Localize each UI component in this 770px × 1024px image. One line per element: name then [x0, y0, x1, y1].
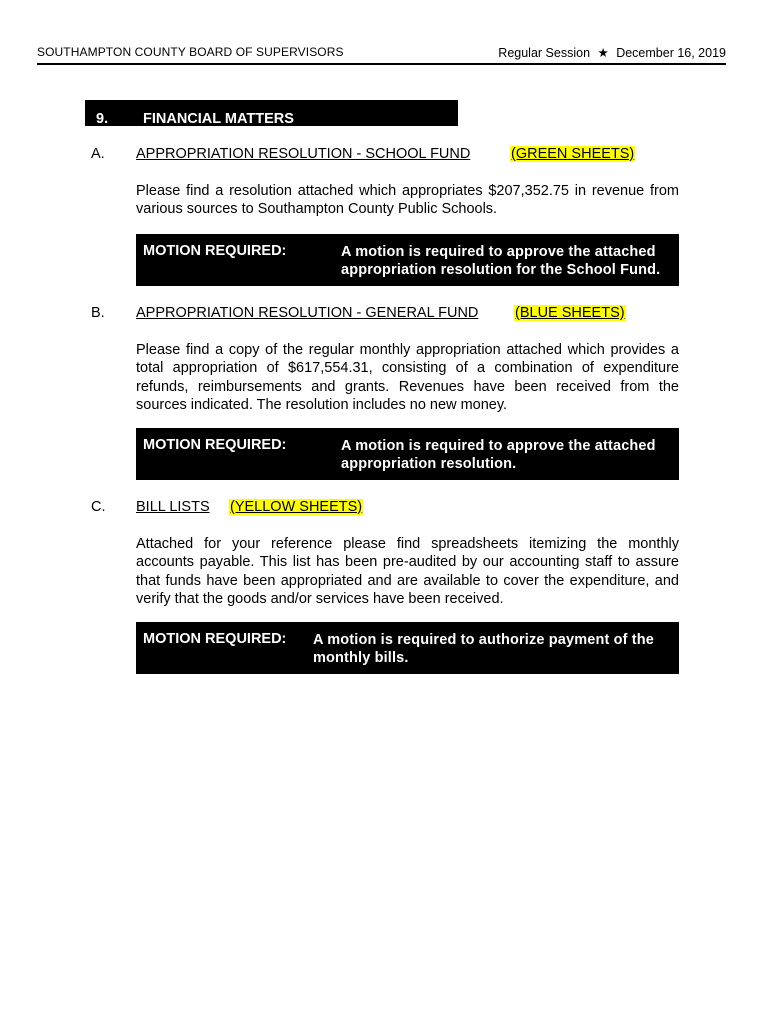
item-c-motion-text [313, 631, 672, 668]
item-a-motion-label: MOTION REQUIRED: [143, 243, 287, 259]
item-a-tag: (GREEN SHEETS) [511, 146, 635, 162]
item-a-motion-text [341, 243, 672, 280]
item-c-motion-label: MOTION REQUIRED: [143, 631, 287, 647]
header-organization: SOUTHAMPTON COUNTY BOARD OF SUPERVISORS [37, 45, 344, 59]
header-session: Regular Session [498, 46, 591, 60]
item-b-motion-line-1: A motion is required to approve the attached [341, 438, 656, 454]
item-b-motion-text [341, 437, 672, 474]
item-c-motion-line-1: A motion is required to authorize payment of the [313, 632, 654, 648]
item-b-motion-label: MOTION REQUIRED: [143, 437, 287, 453]
item-a-motion-line-1: A motion is required to approve the attached [341, 244, 656, 260]
item-c-paragraph: Attached for your reference please find spreadsheets itemizing the monthly accounts payable. This list has been pre-audited by our accounting staff to assure that funds have been appropriated and are available to cover the expenditure, and verify that the goods and/or services have been received. [136, 536, 679, 608]
header-rule [37, 63, 726, 65]
item-b-letter: B. [91, 305, 105, 321]
item-b-motion-line-2: appropriation resolution. [341, 456, 517, 473]
item-a-motion-box [136, 234, 679, 286]
item-a-title: APPROPRIATION RESOLUTION - SCHOOL FUND [136, 146, 471, 162]
star-icon: ★ [597, 46, 609, 60]
item-b-title: APPROPRIATION RESOLUTION - GENERAL FUND [136, 305, 479, 321]
header-date: December 16, 2019 [616, 46, 726, 60]
item-c-motion-box [136, 622, 679, 674]
item-c-letter: C. [91, 499, 106, 515]
item-a-letter: A. [91, 146, 105, 162]
section-number: 9. [96, 111, 109, 127]
item-b-paragraph: Please find a copy of the regular monthly appropriation attached which provides a total appropriation of $617,554.31, consisting of a combination of expenditure refunds, reimbursements and grants. Revenues have been received from the sources indicated. The resolution includes no new money. [136, 342, 679, 414]
item-a-motion-line-2: appropriation resolution for the School Fund. [341, 262, 661, 279]
item-b-motion-box [136, 428, 679, 480]
item-c-title: BILL LISTS [136, 499, 210, 515]
item-b-tag: (BLUE SHEETS) [515, 305, 625, 321]
section-title: FINANCIAL MATTERS [143, 111, 294, 127]
header-session-info [498, 45, 726, 60]
section-heading [85, 100, 458, 126]
item-c-motion-line-2: monthly bills. [313, 650, 409, 667]
item-c-tag: (YELLOW SHEETS) [230, 499, 363, 515]
item-a-paragraph: Please find a resolution attached which appropriates $207,352.75 in revenue from various sources to Southampton County Public Schools. [136, 183, 679, 218]
